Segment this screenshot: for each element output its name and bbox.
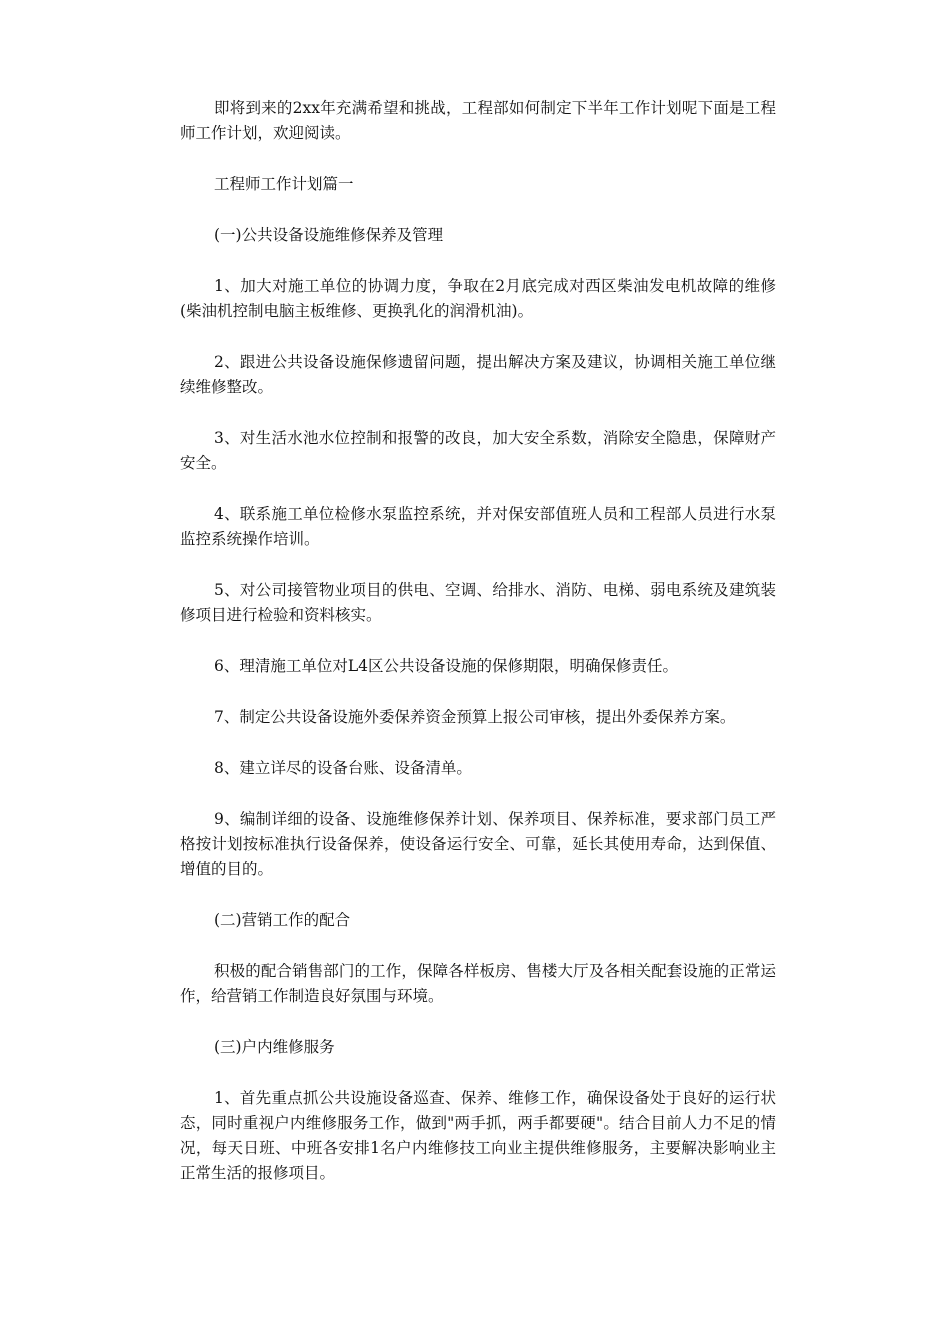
list-item-7: 7、制定公共设备设施外委保养资金预算上报公司审核，提出外委保养方案。 bbox=[214, 708, 736, 726]
intro-paragraph: 即将到来的2xx年充满希望和挑战，工程部如何制定下半年工作计划呢下面是工程师工作计划，欢迎阅读。 bbox=[180, 99, 776, 142]
list-item-2: 2、跟进公共设备设施保修遗留问题，提出解决方案及建议，协调相关施工单位继续维修整改。 bbox=[180, 353, 776, 396]
list-item-5: 5、对公司接管物业项目的供电、空调、给排水、消防、电梯、弱电系统及建筑装修项目进行检验和资料核实。 bbox=[180, 581, 776, 624]
section-heading-3: (三)户内维修服务 bbox=[214, 1038, 335, 1056]
plan-title: 工程师工作计划篇一 bbox=[214, 175, 354, 193]
document-body bbox=[180, 96, 776, 1212]
list-item-8: 8、建立详尽的设备台账、设备清单。 bbox=[214, 759, 472, 777]
list-item-4: 4、联系施工单位检修水泵监控系统，并对保安部值班人员和工程部人员进行水泵监控系统操作培训。 bbox=[180, 505, 776, 548]
list-item-6: 6、理清施工单位对L4区公共设备设施的保修期限，明确保修责任。 bbox=[214, 657, 679, 675]
list-item-1: 1、加大对施工单位的协调力度，争取在2月底完成对西区柴油发电机故障的维修(柴油机控制电脑主板维修、更换乳化的润滑机油)。 bbox=[180, 277, 776, 320]
service-item-1: 1、首先重点抓公共设施设备巡查、保养、维修工作，确保设备处于良好的运行状态，同时重视户内维修服务工作，做到"两手抓，两手都要硬"。结合目前人力不足的情况，每天日班、中班各安排1名户内维修技工向业主提供维修服务，主要解决影响业主正常生活的报修项目。 bbox=[180, 1089, 776, 1182]
section-heading-1: (一)公共设备设施维修保养及管理 bbox=[214, 226, 444, 244]
list-item-3: 3、对生活水池水位控制和报警的改良，加大安全系数，消除安全隐患，保障财产安全。 bbox=[180, 429, 776, 472]
section-heading-2: (二)营销工作的配合 bbox=[214, 911, 351, 929]
list-item-9: 9、编制详细的设备、设施维修保养计划、保养项目、保养标准，要求部门员工严格按计划按标准执行设备保养，使设备运行安全、可靠，延长其使用寿命，达到保值、增值的目的。 bbox=[180, 810, 776, 878]
marketing-paragraph: 积极的配合销售部门的工作，保障各样板房、售楼大厅及各相关配套设施的正常运作，给营销工作制造良好氛围与环境。 bbox=[180, 962, 776, 1005]
